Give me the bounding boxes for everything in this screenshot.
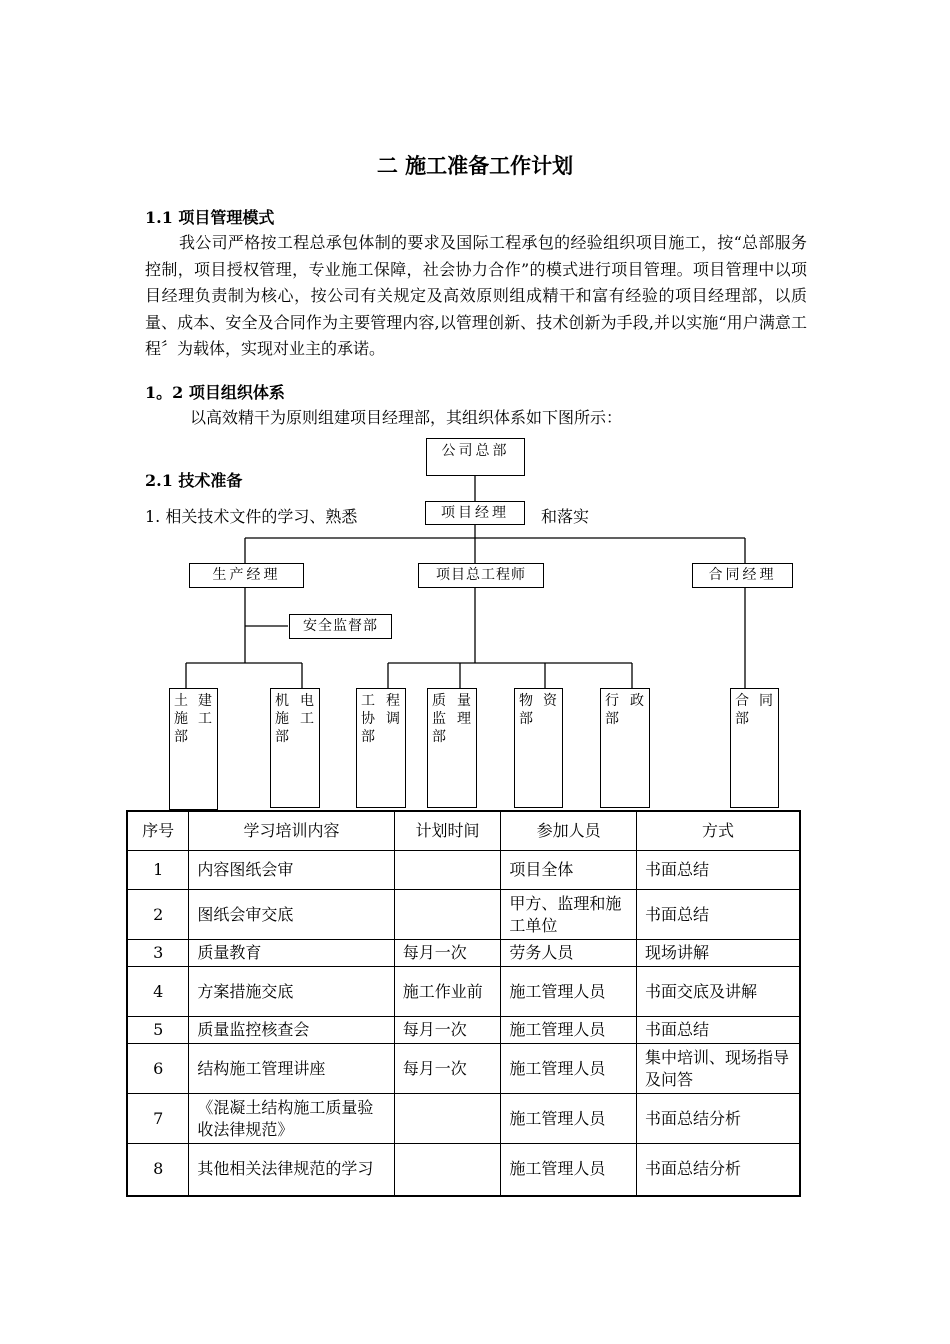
org-civil-dept-box: [169, 688, 218, 810]
org-mep-dept-box: [270, 688, 320, 808]
table-cell: 其他相关法律规范的学习: [189, 1144, 394, 1196]
table-cell: [394, 851, 501, 890]
table-cell: 7: [127, 1094, 189, 1144]
org-civil-dept-char: 建: [198, 693, 213, 709]
table-cell: 书面总结分析: [636, 1094, 800, 1144]
table-cell: 施工管理人员: [501, 1144, 637, 1196]
table-row: [127, 940, 800, 967]
org-mep-dept-char: 电: [300, 693, 315, 709]
table-cell: 集中培训、现场指导及问答: [636, 1044, 800, 1094]
table-cell: 施工管理人员: [501, 1094, 637, 1144]
org-material-dept-char: 部: [519, 711, 534, 727]
org-admin-dept-char: 行: [605, 693, 620, 709]
table-cell: [394, 1144, 501, 1196]
org-safety-dept-box: 安全监督部: [289, 614, 392, 639]
table-cell: 书面总结分析: [636, 1144, 800, 1196]
table-cell: 《混凝土结构施工质量验收法律规范》: [189, 1094, 394, 1144]
table-cell: 书面交底及讲解: [636, 967, 800, 1017]
table-cell: 施工管理人员: [501, 967, 637, 1017]
org-quality-dept-char: 监: [432, 711, 447, 727]
org-quality-dept-char: 部: [432, 729, 447, 745]
org-quality-dept-char: 理: [457, 711, 472, 727]
table-row: [127, 1144, 800, 1196]
org-contract-manager-box: 合同经理: [692, 563, 793, 588]
table-cell: [394, 890, 501, 940]
table-cell: 书面总结: [636, 851, 800, 890]
org-contract-dept-char: 合: [735, 693, 750, 709]
table-header-row: [127, 811, 800, 851]
section-paragraph-1-1: 我公司严格按工程总承包体制的要求及国际工程承包的经验组织项目施工，按“总部服务控制，项目授权管理，专业施工保障，社会协力合作”的模式进行项目管理。项目管理中以项目经理负责制为核心，按公司有关规定及高效原则组成精干和富有经验的项目经理部，以质量、成本、安全及合同作为主要管理内容,以管理创新、技术创新为手段,并以实施“用户满意工程〞为载体，实现对业主的承诺。: [145, 233, 807, 358]
org-civil-dept-char: 部: [174, 729, 189, 745]
table-row: [127, 890, 800, 940]
table-cell: 内容图纸会审: [189, 851, 394, 890]
table-row: [127, 1017, 800, 1044]
table-cell: 8: [127, 1144, 189, 1196]
org-eng-coord-dept-char: 程: [386, 693, 401, 709]
org-contract-dept-char: 部: [735, 711, 750, 727]
column-header: 方式: [636, 811, 800, 851]
org-admin-dept-box: [600, 688, 650, 808]
org-quality-dept-box: [427, 688, 477, 808]
org-eng-coord-dept-char: 调: [386, 711, 401, 727]
org-civil-dept-char: 施: [174, 711, 189, 727]
org-mep-dept-char: 工: [300, 711, 315, 727]
org-mep-dept-char: 部: [275, 729, 290, 745]
org-material-dept-char: 物: [519, 693, 534, 709]
table-cell: 结构施工管理讲座: [189, 1044, 394, 1094]
table-cell: 4: [127, 967, 189, 1017]
column-header: 参加人员: [501, 811, 637, 851]
table-cell: 2: [127, 890, 189, 940]
table-row: [127, 1044, 800, 1094]
table-cell: 每月一次: [394, 940, 501, 967]
column-header: 学习培训内容: [189, 811, 394, 851]
table-cell: 项目全体: [501, 851, 637, 890]
table-cell: 劳务人员: [501, 940, 637, 967]
org-admin-dept-char: 部: [605, 711, 620, 727]
org-material-dept-char: 资: [543, 693, 558, 709]
table-row: [127, 851, 800, 890]
table-cell: 质量教育: [189, 940, 394, 967]
org-mep-dept-char: 施: [275, 711, 290, 727]
page-title: 二 施工准备工作计划: [376, 153, 574, 178]
org-eng-coord-dept-char: 协: [361, 711, 376, 727]
table-cell: 6: [127, 1044, 189, 1094]
org-civil-dept-char: 工: [198, 711, 213, 727]
table-cell: 5: [127, 1017, 189, 1044]
table-cell: [394, 1094, 501, 1144]
section-heading-2-1: 2.1 技术准备: [145, 471, 243, 490]
org-production-manager-box: 生产经理: [189, 563, 304, 588]
table-cell: 施工管理人员: [501, 1017, 637, 1044]
org-material-dept-box: [514, 688, 563, 808]
table-cell: 施工管理人员: [501, 1044, 637, 1094]
org-chief-engineer-box: 项目总工程师: [418, 563, 544, 588]
org-quality-dept-char: 质: [432, 693, 447, 709]
table-cell: 每月一次: [394, 1044, 501, 1094]
table-cell: 施工作业前: [394, 967, 501, 1017]
org-contract-dept-box: [730, 688, 779, 808]
table-cell: 图纸会审交底: [189, 890, 394, 940]
org-quality-dept-char: 量: [457, 693, 472, 709]
column-header: 计划时间: [394, 811, 501, 851]
org-eng-coord-dept-char: 工: [361, 693, 376, 709]
table-row: [127, 1094, 800, 1144]
section-item-1-right: 和落实: [541, 507, 590, 526]
table-cell: 每月一次: [394, 1017, 501, 1044]
section-paragraph-1-2: 以高效精干为原则组建项目经理部，其组织体系如下图所示：: [190, 408, 623, 427]
table-cell: 书面总结: [636, 890, 800, 940]
table-cell: 现场讲解: [636, 940, 800, 967]
org-eng-coord-dept-char: 部: [361, 729, 376, 745]
org-admin-dept-char: 政: [630, 693, 645, 709]
org-project-manager-box: 项目经理: [425, 501, 525, 525]
section-item-1-left: 1. 相关技术文件的学习、熟悉: [145, 507, 358, 526]
org-mep-dept-char: 机: [275, 693, 290, 709]
table-cell: 1: [127, 851, 189, 890]
org-civil-dept-char: 土: [174, 693, 189, 709]
table-row: [127, 967, 800, 1017]
table-cell: 方案措施交底: [189, 967, 394, 1017]
section-heading-1-2: 1。2 项目组织体系: [145, 383, 285, 402]
table-cell: 质量监控核查会: [189, 1017, 394, 1044]
table-cell: 甲方、监理和施工单位: [501, 890, 637, 940]
column-header: 序号: [127, 811, 189, 851]
org-hq-box: 公司总部: [426, 438, 525, 476]
section-heading-1-1: 1.1 项目管理模式: [145, 208, 275, 227]
org-contract-dept-char: 同: [759, 693, 774, 709]
org-eng-coord-dept-box: [356, 688, 406, 808]
training-plan-table: [126, 810, 801, 1197]
table-cell: 书面总结: [636, 1017, 800, 1044]
table-cell: 3: [127, 940, 189, 967]
